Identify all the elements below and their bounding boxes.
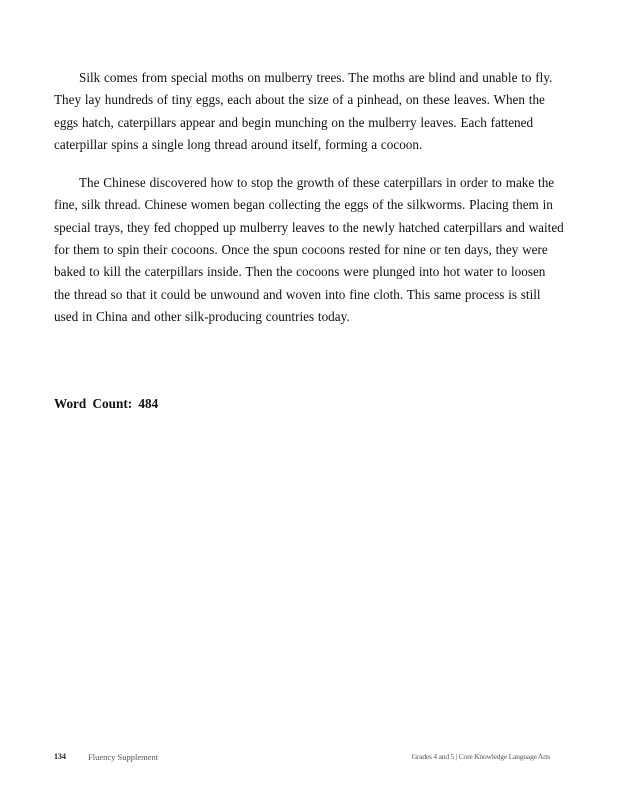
section-name: Fluency Supplement [88,752,159,762]
word-count-label: Word Count: 484 [54,396,159,411]
publication-credit: Grades 4 and 5 | Core Knowledge Language Arts [411,752,550,761]
passage-body [54,67,564,344]
paragraph-silk-origin: Silk comes from special moths on mulberry trees. The moths are blind and unable to fly. They lay hundreds of tiny eggs, each about the size of a pinhead, on these leaves. When the eggs hatch, caterpillars appear and begin munching on the mulberry leaves. Each fattened caterpillar spins a single long thread around itself, forming a cocoon. [54,70,553,152]
paragraph-chinese-discovery: The Chinese discovered how to stop the growth of these caterpillars in order to make the fine, silk thread. Chinese women began collecting the eggs of the silkworms. Placing them in special trays, they fed chopped up mulberry leaves to the newly hatched caterpillars and waited for them to spin their cocoons. Once the spun cocoons rested for nine or ten days, they were baked to kill the caterpillars inside. Then the cocoons were plunged into hot water to loosen the thread so that it could be unwound and woven into fine cloth. This same process is still used in China and other silk-producing countries today. [54,175,564,324]
page-footer [54,750,550,764]
page-number: 134 [54,752,66,761]
